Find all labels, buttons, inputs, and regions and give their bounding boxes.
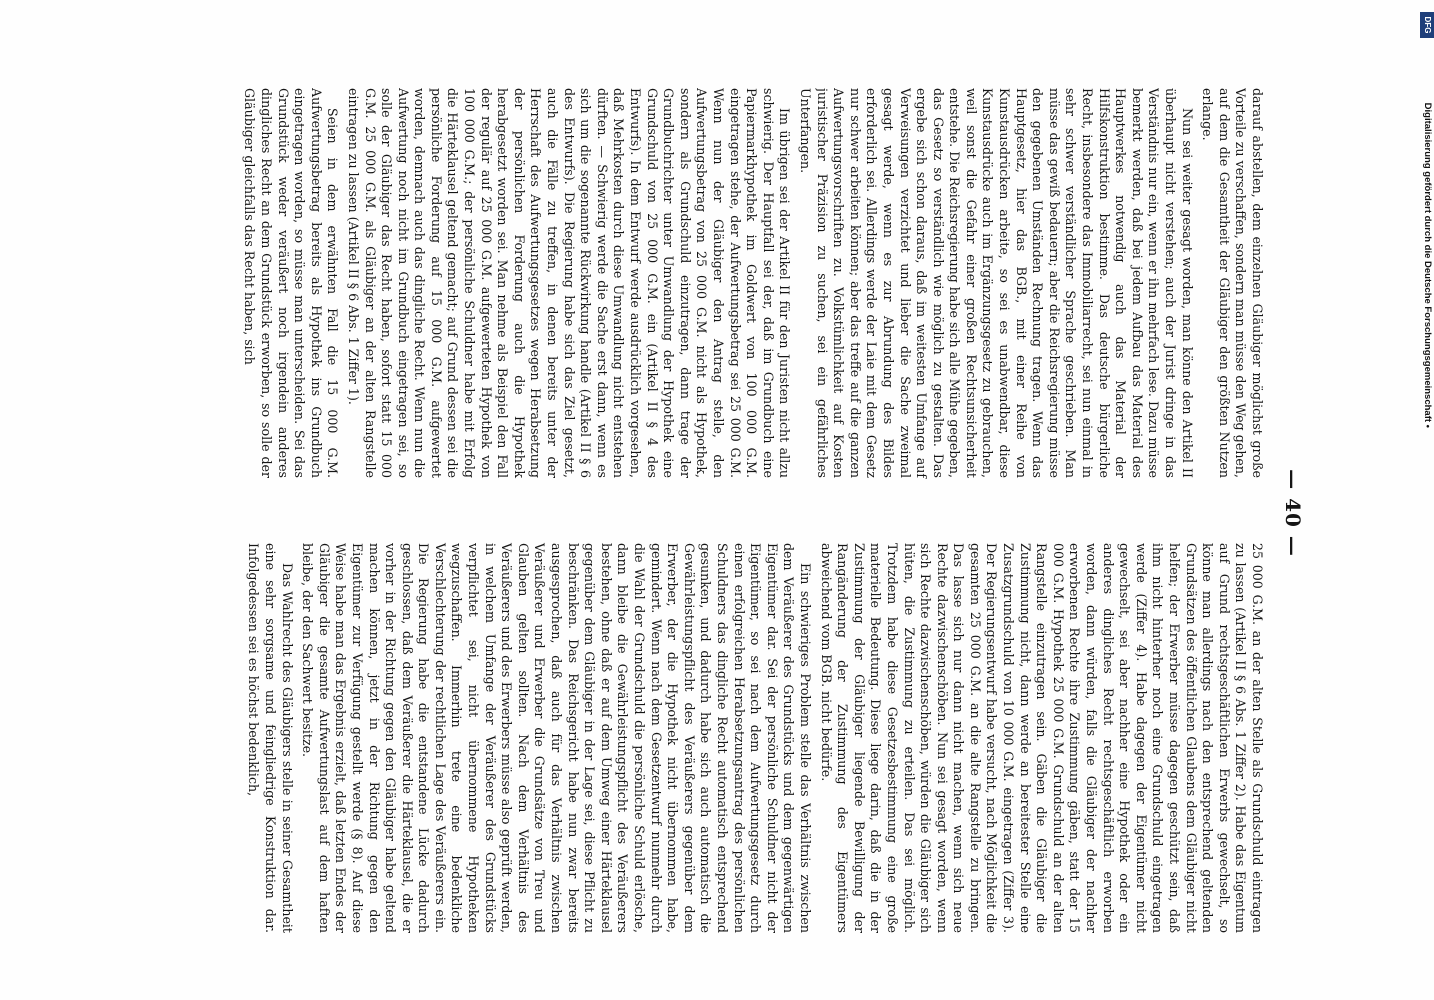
digitization-credit xyxy=(1420,42,1434,428)
paragraph: Seien in dem erwähnten Fall die 15 000 G.M. Aufwertungsbetrag bereits als Hypothek ins Grundbuch eingetragen worden, so müsse man unterscheiden. Sei das Grundstück weder veräußert noch irgendein anderes dingliches Recht an dem Grundstück erworben, so solle der Gläubiger gleichfalls das Recht haben, sich xyxy=(242,88,341,478)
paragraph: Das Wahlrecht des Gläubigers stelle in seiner Gesamtheit eine sehr sorgsame und feingliedrige Konstruktion dar. Infolgedessen sei es höchst bedenklich, xyxy=(246,543,295,933)
right-column xyxy=(241,543,1265,933)
paragraph: Nun sei weiter gesagt worden, man könne den Artikel II überhaupt nicht verstehen; auch der Jurist dringe in das Verständnis nur ein, wenn er ihn mehrfach lese. Dazu müsse bemerkt werden, daß bei jedem Aufbau das Material des Hauptwerkes notwendig auch das Material der Hilfskonstruktion bestimme. Das deutsche bürgerliche Recht, insbesondere das Immobiliarrecht, sei nun einmal in sehr schwer verständlicher Sprache geschrieben. Man müsse das gewiß bedauern; aber die Reichsregierung müsse den gegebenen Umständen Rechnung tragen. Wenn das Hauptgesetz, hier das BGB., mit einer Reihe von Kunstausdrücken arbeite, so sei es unabwendbar, diese Kunstausdrücke auch im Ergänzungsgesetz zu gebrauchen, weil sonst die Gefahr einer großen Rechtsunsicherheit entstehe. Die Reichsregierung habe sich alle Mühe gegeben, das Gesetz so verständlich wie möglich zu gestalten. Das ergebe sich schon daraus, daß im weitesten Umfange auf Verweisungen verzichtet und lieber die Sache zweimal gesagt werde, wenn es zur Abrundung des Bildes erforderlich sei. Allerdings werde der Laie mit dem Gesetz nur schwer arbeiten können; aber das treffe auf die ganzen Aufwertungsvorschriften zu. Volkstümlichkeit auf Kosten juristischer Präzision zu suchen, sei ein gefährliches Unterfangen. xyxy=(797,88,1195,478)
paragraph: darauf abstellen, dem einzelnen Gläubiger möglichst große Vorteile zu verschaffen, sondern man müsse den Weg gehen, auf dem die Gesamtheit der Gläubiger den größten Nutzen erlange. xyxy=(1200,88,1265,478)
dfg-logo xyxy=(1420,12,1434,38)
page-body xyxy=(115,88,1305,938)
page-number: — 40 — xyxy=(1281,469,1305,557)
rotated-page-content xyxy=(115,88,1305,938)
left-column xyxy=(237,88,1265,478)
paragraph: 25 000 G.M. an der alten Stelle als Grundschuld eintragen zu lassen (Artikel II § 6 Abs. 1 Ziffer 2). Habe das Eigentum auf Grund rechtsgeschäftlichen Erwerbs gewechselt, so könne man allerdings nach den entsprechend geltenden Grundsätzen des öffentlichen Glaubens dem Gläubiger nicht helfen; der Erwerber müsse dagegen geschützt sein, daß ihm nicht hinterher noch eine Grundschuld eingetragen werde (Ziffer 4). Habe dagegen der Eigentümer nicht gewechselt, sei aber nachher eine Hypothek oder ein anderes dingliches Recht rechtsgeschäftlich erworben worden, dann würden, falls die Gläubiger der nachher erworbenen Rechte ihre Zustimmung gäben, statt der 15 000 G.M. Hypothek 25 000 G.M. Grundschuld an der alten Rangstelle einzutragen sein. Gäben die Gläubiger die Zustimmung nicht, dann werde an bereitester Stelle eine Zusatzgrundschuld von 10 000 G.M. eingetragen (Ziffer 3). Der Regierungsentwurf habe versucht, nach Möglichkeit die gesamten 25 000 G.M. an die alte Rangstelle zu bringen. Das lasse sich nur dann nicht machen, wenn sich neue Rechte dazwischenschöben. Nun sei gesagt worden, wenn sich Rechte dazwischenschöben, würden die Gläubiger sich hüten, die Zustimmung zu erteilen. Das sei möglich. Trotzdem habe diese Gesetzesbestimmung eine große materielle Bedeutung. Diese liege darin, daß die in der Zustimmung der Gläubiger liegende Bewilligung der Rangänderung der Zustimmung des Eigentümers abweichend vom BGB. nicht bedürfe. xyxy=(818,543,1265,933)
paragraph: Ein schwieriges Problem stelle das Verhältnis zwischen dem Veräußerer des Grundstücks und dem gegenwärtigen Eigentümer dar. Sei der persönliche Schuldner nicht der Eigentümer, so sei nach dem Aufwertungsgesetz durch einen erfolgreichen Herabsetzungsantrag des persönlichen Schuldners das dingliche Recht automatisch entsprechend gesunken, und dadurch habe sich auch automatisch die Gewährleistungspflicht des Veräußerers gegenüber dem Erwerber, der die Hypothek nicht übernommen habe, gemindert. Wenn nach dem Gesetzentwurf nunmehr durch die Wahl der Grundschuld die persönliche Schuld erlösche, dann bleibe die Gewährleistungspflicht des Veräußerers bestehen, ohne daß er auf dem Umweg einer Härteklausel gegenüber dem Gläubiger in der Lage sei, diese Pflicht zu beschränken. Das Reichsgericht habe nun zwar bereits ausgesprochen, daß auch für das Verhältnis zwischen Veräußerer und Erwerber die Grundsätze von Treu und Glauben gelten sollten. Nach dem Verhältnis des Veräußerers und des Erwerbers müsse also geprüft werden, in welchem Umfange der Veräußerer des Grundstücks verpflichtet sei, nicht übernommene Hypotheken wegzuschaffen. Immerhin trete eine bedenkliche Verschlechterung der rechtlichen Lage des Veräußerers ein. Die Regierung habe die entstandene Lücke dadurch geschlossen, daß dem Veräußerer die Härteklausel, die er vorher in der Richtung gegen den Gläubiger habe geltend machen können, jetzt in der Richtung gegen den Eigentümer zur Verfügung gestellt werde (§ 8). Auf diese Weise habe man das Ergebnis erzielt, daß letzten Endes der Gläubiger die gesamte Aufwertungslast auf dem haften bleibe, der den Sachwert besitze. xyxy=(300,543,813,933)
dfg-logo-text: DFG xyxy=(1423,16,1432,34)
paragraph: Im übrigen sei der Artikel II für den Juristen nicht allzu schwierig. Der Hauptfall sei der, daß im Grundbuch eine Papiermarkhypothek im Goldwert von 100 000 G.M. eingetragen stehe, der Aufwertungsbetrag sei 25 000 G.M. Wenn nun der Gläubiger den Antrag stelle, den Aufwertungsbetrag von 25 000 G.M. nicht als Hypothek, sondern als Grundschuld einzutragen, dann trage der Grundbuchrichter unter Umwandlung der Hypothek eine Grundschuld von 25 000 G.M. ein (Artikel II § 4 des Entwurfs). In dem Entwurf werde ausdrücklich vorgesehen, daß Mehrkosten durch diese Umwandlung nicht entstehen dürften. — Schwierig werde die Sache erst dann, wenn es sich um die sogenannte Rückwirkung handle (Artikel II § 6 des Entwurfs). Die Regierung habe sich das Ziel gesetzt, auch die Fälle zu treffen, in denen bereits unter der Herrschaft des Aufwertungsgesetzes wegen Herabsetzung der persönlichen Forderung auch die Hypothek herabgesetzt worden sei. Man nehme als Beispiel den Fall der regulär auf 25 000 G.M. aufgewerteten Hypothek von 100 000 G.M.; der persönliche Schuldner habe mit Erfolg die Härteklausel geltend gemacht; auf Grund dessen sei die persönliche Forderung auf 15 000 G.M. aufgewertet worden, demnach auch das dingliche Recht. Wenn nun die Aufwertung noch nicht im Grundbuch eingetragen sei, so solle der Gläubiger das Recht haben, sofort statt 15 000 G.M. 25 000 G.M. als Gläubiger an der alten Rangstelle eintragen zu lassen (Artikel II § 6 Abs. 1 Ziffer 1). xyxy=(345,88,793,478)
digitization-credit-text: Digitalisierung gefördert durch die Deutsche Forschungsgemeinschaft • xyxy=(1422,102,1433,428)
